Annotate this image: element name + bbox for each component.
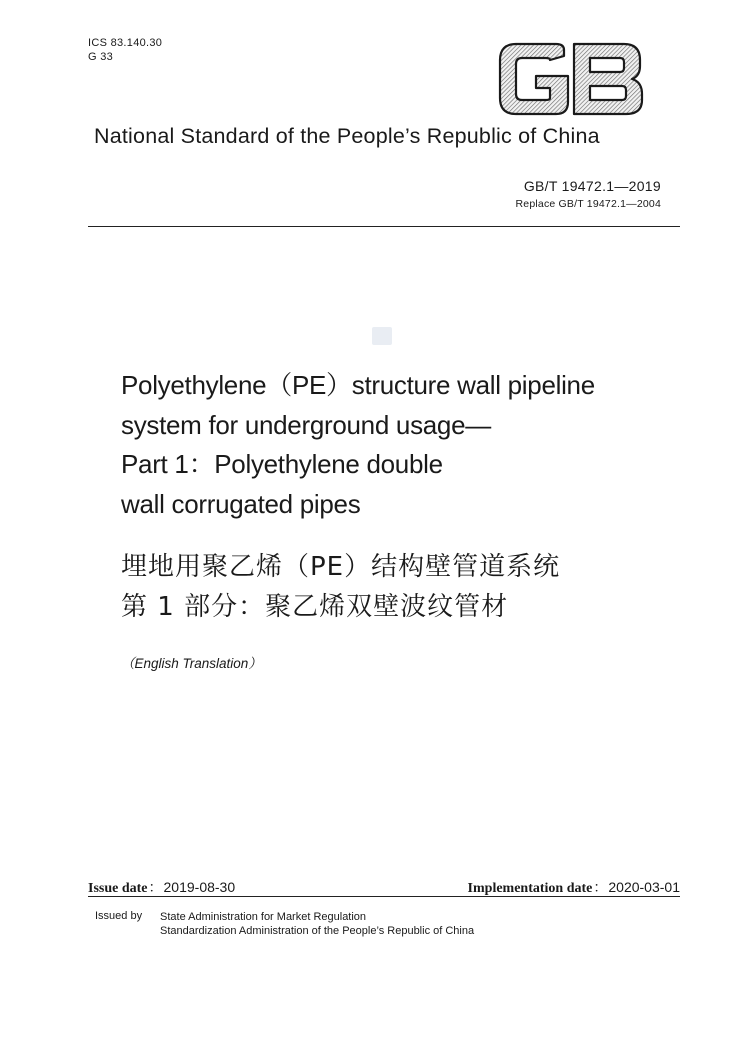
gb-standard-logo [498, 42, 644, 116]
chinese-title-line: 埋地用聚乙烯（PE）结构壁管道系统 [121, 552, 561, 582]
date-separator: ： [593, 879, 608, 895]
date-separator: ： [148, 879, 163, 895]
gb-logo-icon [498, 42, 644, 116]
replaces-standard: Replace GB/T 19472.1—2004 [515, 198, 661, 210]
classification-codes [88, 36, 162, 64]
issuer-line: State Administration for Market Regulation [160, 911, 367, 923]
issue-date [88, 877, 235, 897]
english-title-line: Part 1：Polyethylene double [121, 449, 443, 479]
issuer-line: Standardization Administration of the People’s Republic of China [160, 925, 475, 937]
issued-by-label: Issued by [95, 910, 143, 922]
english-title-line: Polyethylene（PE）structure wall pipeline [121, 370, 595, 400]
header-divider [88, 226, 680, 227]
english-title-line: system for underground usage— [121, 409, 491, 440]
chinese-title [121, 547, 681, 627]
standard-number: GB/T 19472.1—2019 [523, 178, 661, 194]
watermark-icon [372, 327, 392, 345]
english-title [121, 366, 681, 524]
issuing-authorities [160, 910, 474, 938]
implementation-date [468, 877, 680, 897]
translation-note: （English Translation） [121, 656, 262, 671]
implementation-date-value: 2020-03-01 [608, 879, 680, 895]
english-title-line: wall corrugated pipes [121, 488, 361, 519]
footer-divider [88, 896, 680, 897]
ccs-code: G 33 [88, 51, 114, 63]
issue-date-value: 2019-08-30 [163, 879, 236, 895]
national-standard-title: National Standard of the People’s Republic of China [94, 124, 600, 148]
chinese-title-line: 第 1 部分：聚乙烯双壁波纹管材 [121, 592, 509, 622]
ics-code: ICS 83.140.30 [88, 37, 163, 49]
issue-date-label: Issue date [88, 881, 148, 896]
implementation-date-label: Implementation date [467, 881, 593, 896]
